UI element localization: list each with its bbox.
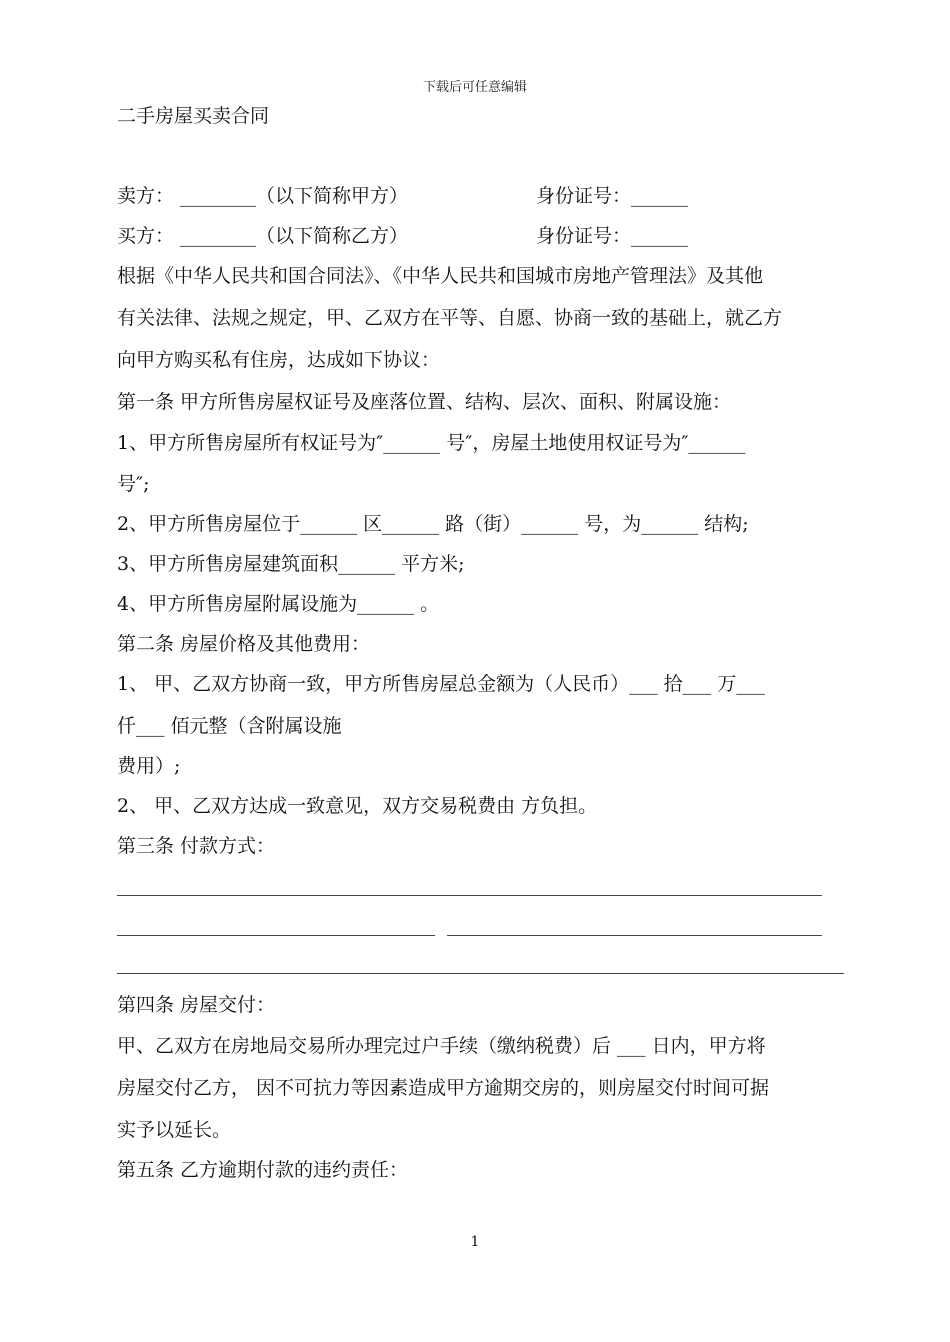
article-4-item: 房屋交付乙方， 因不可抗力等因素造成甲方逾期交房的，则房屋交付时间可据 <box>117 1077 770 1099</box>
article-1-item: 4、甲方所售房屋附属设施为______ 。 <box>117 593 440 615</box>
article-4-title: 第四条 房屋交付： <box>117 994 276 1016</box>
buyer-row <box>117 224 689 248</box>
seller-label: 卖方： ________（以下简称甲方） <box>117 185 409 207</box>
article-4-item: 甲、乙双方在房地局交易所办理完过户手续（缴纳税费）后 ___ 日内，甲方将 <box>117 1035 766 1057</box>
intro-line: 向甲方购买私有住房，达成如下协议： <box>117 349 441 371</box>
article-2-item: 2、 甲、乙双方达成一致意见，双方交易税费由 方负担。 <box>117 795 598 817</box>
buyer-id-label: 身份证号：______ <box>536 225 689 247</box>
payment-blank-line <box>447 935 822 936</box>
article-1-title: 第一条 甲方所售房屋权证号及座落位置、结构、层次、面积、附属设施： <box>117 391 732 413</box>
payment-blank-line <box>117 935 435 936</box>
article-1-item: 2、甲方所售房屋位于______ 区______ 路（街）______ 号，为______ 结构; <box>117 513 749 535</box>
intro-line: 根据《中华人民共和国合同法》、《中华人民共和国城市房地产管理法》及其他 <box>117 265 764 287</box>
payment-blank-line <box>117 895 822 896</box>
payment-blank-line <box>117 973 844 974</box>
article-2-item: 仟___ 佰元整（含附属设施 <box>117 715 342 737</box>
article-4-item: 实予以延长。 <box>117 1119 232 1141</box>
article-2-title: 第二条 房屋价格及其他费用： <box>117 633 371 655</box>
article-1-item: 号″; <box>117 473 150 495</box>
buyer-label: 买方： ________（以下简称乙方） <box>117 225 409 247</box>
seller-row <box>117 184 689 208</box>
page-number: 1 <box>470 1234 480 1250</box>
article-3-title: 第三条 付款方式： <box>117 835 276 857</box>
article-5-title: 第五条 乙方逾期付款的违约责任： <box>117 1159 409 1181</box>
article-1-item: 3、甲方所售房屋建筑面积______ 平方米; <box>117 553 465 575</box>
intro-line: 有关法律、法规之规定，甲、乙双方在平等、自愿、协商一致的基础上，就乙方 <box>117 307 783 329</box>
article-2-item: 费用）; <box>117 755 181 777</box>
article-1-item: 1、甲方所售房屋所有权证号为″______ 号″，房屋土地使用权证号为″______ <box>117 432 746 454</box>
header-note: 下载后可任意编辑 <box>422 80 527 95</box>
document-title: 二手房屋买卖合同 <box>117 105 270 127</box>
seller-id-label: 身份证号：______ <box>536 185 689 207</box>
article-2-item: 1、 甲、乙双方协商一致，甲方所售房屋总金额为（人民币）___ 拾___ 万___ <box>117 673 765 695</box>
